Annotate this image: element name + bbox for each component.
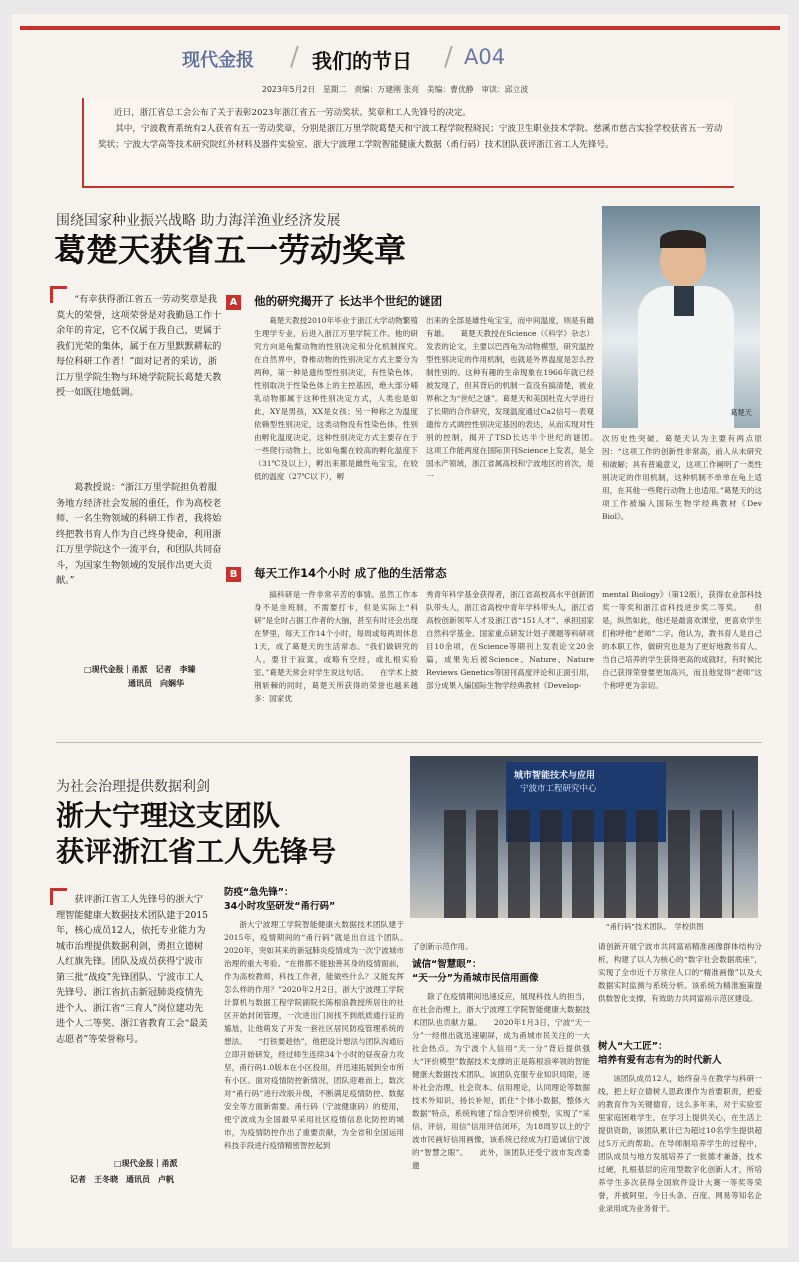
separator-slash: / xyxy=(290,42,299,72)
masthead xyxy=(182,42,602,76)
story1-quote: “有幸获得浙江省五一劳动奖章是我莫大的荣誉，这项荣誉是对我勤恳工作十余年的肯定，它不仅属于我自己，更属于我们光荣的集体，属于在万里默默耕耘的每位科研工作者！”面对记者的采访，浙江万里学院生物与环境学院院长葛楚天教授一如既往地低调。 xyxy=(56,294,222,398)
right-text-1: 请创新开展宁波市共同富裕精准画像群体结构分析，构建了以人为核心的“数字社会数据底座”，实现了全市近千万常住人口的“精准画像”以及大数据实时监测与系统分析。该系统为精准施策提供数智化支撑，有效助力共同富裕示范区建设。 xyxy=(598,942,762,1003)
story1-photo xyxy=(602,206,760,428)
section-b-col1: 搞科研是一件非常辛苦的事情。虽然工作本身不是坐班制，不需要打卡，但是实际上“科研”是全时占据工作者的大脑，甚至有时还会出现在梦里，每天工作14个小时，每周或每两周休息1天，成了葛楚天的生活常态。“我们做研究的人，要甘于寂寞，或略有空经，或扎根实验室。”葛楚天常会对学生说这句话。 在学术上披荆斩棘的同时，葛楚天所获得的荣誉也越来越多：国家优 xyxy=(254,590,418,703)
section-b-col3: mental Biology》（第12版），获得农业部科技奖一等奖和浙江省科技进步奖二等奖。 但是，纵然如此，他还是最喜欢课堂，更喜欢学生们称呼他“老师”二字。他认为，教书育人是自己的本职工作，做研究也是为了更好地教书育人。当自己培养的学生获得更高的成就时，有时候比自己获得荣誉要更加高兴，而且他觉得“老师”这个称呼更为亲切。 xyxy=(602,590,762,690)
story2-byline-2: 记者 王冬晓 通讯员 卢帆 xyxy=(70,1175,174,1184)
section-b-header xyxy=(226,562,596,582)
sub3-line-1: 树人“大工匠”： xyxy=(598,1041,668,1052)
right-text-2: 该团队成员12人，始终奋斗在教学与科研一线，把上好立德树人思政课作为首要职责，把爱的教育作为关键德育，这么多年来，对于实验室里家庭困难学生，在学习上提供关心，在生活上提供资助，该团队累计已为超过10名学生提供超过5万元的帮助。在导师制培养学生的过程中，团队成员与地方发展培养了一批德才兼备，技术过硬，扎根基层的应用型数字化创新人才，所培养学生多次获得全国软件设计大赛一等奖等荣誉，并被阿里、今日头条、百度、网易等知名企业录用成为业务骨干。 xyxy=(598,1074,762,1213)
story1-byline-2: 通讯员 向娴华 xyxy=(128,679,184,688)
story2-byline-1: □现代金报｜甬派 xyxy=(114,1159,178,1168)
story2-headline-2: 获评浙江省工人先锋号 xyxy=(56,835,337,868)
section-a-col2: 出来的全部是雄性龟宝宝，而中间温度，则是有雌有雄。 葛楚天教授在Science（《科学》杂志）发表的论文，主要以巴西龟为动物模型，研究温控型性别决定的作用机制，也就是外界温度是怎么控制性别的。这种有趣的生命现象在1966年就已经被发现了，但其背后的机制一直没有搞清楚，被业界称之为“世纪之谜”。葛楚天和美国杜克大学进行了长期的合作研究，发现温度通过Ca2信号－表观遗传方式调控性别决定基因的表达，从而实现对性别的控制，揭开了TSD长达半个世纪的谜团。 这项工作能两度在国际顶刊Science上发表，是全国水产领域，浙江省属高校和宁波地区的首次，是一 xyxy=(426,316,594,481)
section-b-col2: 秀青年科学基金获得者，浙江省高校高水平创新团队带头人，浙江省高校中青年学科带头人，浙江省高校创新领军人才及浙江省“151人才”、承担国家自然科学基金、国家重点研发计划子课题等科研项目10余项，在Science等期刊上发表论文20余篇，成果先后被Science、Nature、Nature Reviews Genetics等国刊高度评论和正面引用，部分成果入编国际生物学经典教材《Develop- xyxy=(426,590,594,690)
story2-photo xyxy=(410,756,758,918)
sub1-line-2: 34小时攻坚研发“甬行码” xyxy=(224,901,336,912)
sub3-line-2: 培养有爱有志有为的时代新人 xyxy=(598,1055,722,1066)
intro-line-1: 近日，浙江省总工会公布了关于表彰2023年浙江省五一劳动奖状、奖章和工人先锋号的决定。 xyxy=(114,108,472,118)
screen-text-2: 宁波市工程研究中心 xyxy=(520,784,597,794)
paper-name: 现代金报 xyxy=(182,50,254,71)
page-number: A04 xyxy=(464,45,506,69)
section-a-col1: 葛楚天教授2010年毕业于浙江大学动物繁殖生理学专业，后进入浙江万里学院工作。他的研究方向是龟鳖动物的性别决定和分化机制探究。 在自然界中，脊椎动物的性别决定方式主要分为两种，第一种是遗传型性别决定，有性染色体，性别取决于性染色体上的主控基因，绝大部分哺乳动物都属于这种性别决定方式，人类也是如此，XY是男孩，XX是女孩；另一种称之为温度依赖型性别决定，这类动物没有性染色体，性别由孵化温度决定，这种性别决定方式主要存在于一些爬行动物上，比如龟鳖在较高的孵化温度下（31℃及以上），孵出来都是雌性龟宝宝，在较低的温度（27℃以下），孵 xyxy=(254,316,418,481)
intro-box xyxy=(82,98,734,188)
section-b-badge: B xyxy=(226,567,241,582)
section-a-badge: A xyxy=(226,295,241,310)
sub1-line-1: 防疫“急先锋”： xyxy=(224,887,294,898)
shirt-collar xyxy=(674,286,694,316)
separator-slash-2: / xyxy=(444,42,453,72)
photo-caption-1: 葛楚天 xyxy=(730,408,752,417)
story1-quote-2: 葛教授说：“浙江万里学院担负着服务地方经济社会发展的重任，作为高校老师、一名生物领域的科研工作者，我将始终把教书育人作为自己终身使命，利用浙江万里学院这个一流平台，和团队共同奋斗，为国家生物领域的发展作出更大贡献。” xyxy=(56,482,222,586)
intro-line-2: 其中，宁波教育系统有2人获省有五一劳动奖章，分别是浙江万里学院葛楚天和宁波工程学院程晓民；宁波卫生职业技术学院、慈溪市慈吉实验学校获省五一劳动奖状；宁波大学高等技术研究院红外材料及器件实验室、浙大宁波理工学院智能健康大数据（甬行码）技术团队获评浙江省工人先锋号。 xyxy=(98,124,723,150)
section-a-header xyxy=(226,290,596,310)
section-a-title: 他的研究揭开了 长达半个世纪的谜团 xyxy=(254,294,443,308)
story1-kicker: 围绕国家种业振兴战略 助力海洋渔业经济发展 xyxy=(56,213,341,229)
top-red-rule xyxy=(20,26,780,30)
screen-text-1: 城市智能技术与应用 xyxy=(514,771,596,781)
sub1-text: 浙大宁波理工学院智能健康大数据技术团队建于2015年，疫情期间的“甬行码”就是出自这个团队。 2020年，突如其来的新冠肺炎疫情成为一次宁波城市治理的重大考验。“在推都不能独善其身的疫情面前，作为高校教师，科技工作者，能做些什么？又能发挥怎么样的作用？”2020年2月2日，浙大宁波理工学院计算机与数据工程学院副院长陈根浪教授所居住的社区开始封闭管理，一次进出门岗找不到纸质通行证的尴尬，让他萌发了开发一套社区居民防疫管理系统的想法。 “打铁要趁热”，他把设计想法与团队沟通后立即开始研发，经过师生连续34个小时的昼夜奋力攻坚，甬行码1.0版本在小区投用，并迅速拓展到全市所有小区。面对疫情防控新情况，团队迎难而上，数次对“甬行码”进行改版升级，不断满足疫情防控、数据安全等方面新需要。甬行码（宁波健康码）的使用，使宁波成为全国最早采用社区疫情信息化防控的城市，为疫情防控作出了重要贡献，为全省和全国运用科技手段进行疫情精密智控起到 xyxy=(224,920,404,1150)
story2-kicker: 为社会治理提供数据利剑 xyxy=(56,779,210,795)
section-b-title: 每天工作14个小时 成了他的生活常态 xyxy=(254,566,447,580)
story1-byline-1: □现代金报｜甬派 记者 李臻 xyxy=(84,665,196,674)
story2-quote: 获评浙江省工人先锋号的浙大宁理智能健康大数据技术团队建于2015年，核心成员12人，依托专业能力为城市治理提供数据利剑，勇担立德树人红旗先锋。团队及成员获得宁波市第三批“战疫”先锋团队、宁波市工人先锋号、浙江省抗击新冠肺炎疫情先进个人、浙江省“三育人”岗位建功先进个人二等奖、浙江省教育工会“最美志愿者”等荣誉称号。 xyxy=(56,894,209,1045)
story2-photo-caption: “甬行码”技术团队。 学校供图 xyxy=(606,922,704,931)
sub2-line-1: 诚信“智慧眼”： xyxy=(412,959,482,970)
dateline: 2023年5月2日 星期二 责编：万建刚 张亮 美编：曹优静 审读：邱立波 xyxy=(262,85,529,94)
story2-headline-1: 浙大宁理这支团队 xyxy=(56,799,281,832)
group-people xyxy=(444,810,734,918)
sub2-text: 除了在疫情期间迅速反应，展现科技人的担当，在社会治理上，浙大宁波理工学院智能健康大数据技术团队也贡献力量。 2020年1月3日，宁波“天一分”一经推出就迅速刷屏，成为甬城市民关注的一大社会热点。为宁波个人信用“天一分”背后提供强大“评价模型”数据技术支撑的正是陈根浪率领的智能健康大数据技术团队。该团队克服专业知识局限，逐补社会治理，社会资本、信用理论，认同理论等数据技术外知识，扬长补短，抓住“个体小数据，整体大数据”特点，系统构建了综合型评价模型，实现了“采信，评信，用信”信用评估闭环，为18周岁以上的宁波市民画好信用画像，该系统已经成为打造诚信宁波的“智慧之眼”。 此外，该团队还受宁波市发改委邀 xyxy=(412,992,590,1170)
newspaper-page xyxy=(12,14,788,1248)
section-a-col3: 次历史性突破。葛楚天认为主要有两点原因：“这项工作的创新性非常高，前人从未研究和破解；具有普遍意义，这项工作阐明了一类性别决定的作用机制，这种机制不单单在龟上适用，在其他一些爬行动物上也适用。”葛楚天的这项工作被编入国际生物学经典教材《Dev Biol》。 xyxy=(602,434,762,521)
mid-text-1: 了创新示范作用。 xyxy=(412,942,473,951)
story-divider xyxy=(56,742,762,743)
section-title: 我们的节日 xyxy=(312,49,412,73)
sub2-line-2: “天一分”为甬城市民信用画像 xyxy=(412,973,539,984)
story1-headline: 葛楚天获省五一劳动奖章 xyxy=(54,231,407,269)
person-hair xyxy=(660,230,706,248)
